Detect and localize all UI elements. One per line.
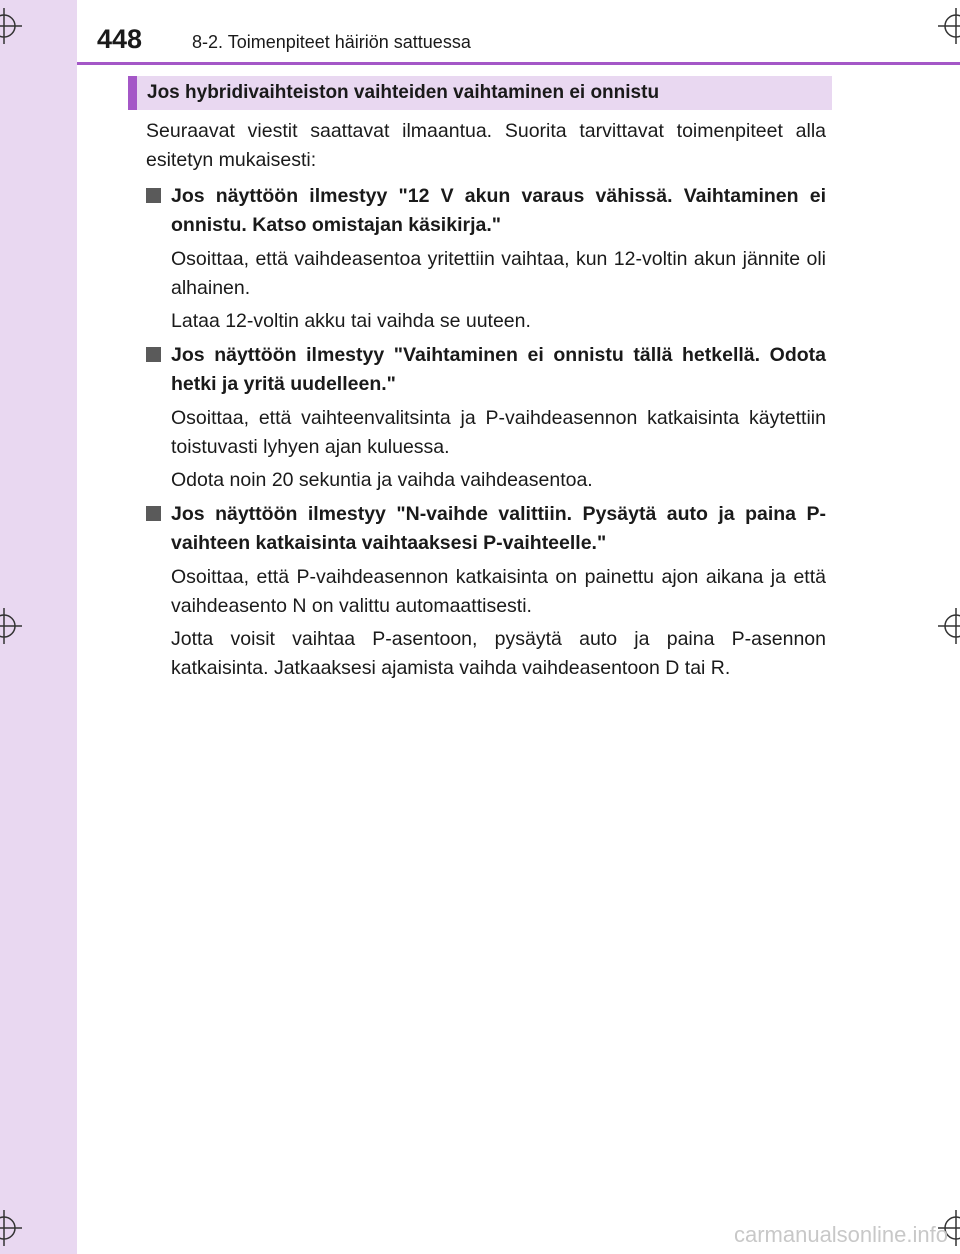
page-number: 448 bbox=[97, 24, 143, 54]
square-bullet-icon bbox=[146, 347, 161, 362]
message-heading: Jos näyttöön ilmestyy "N-vaihde valittiin. Pysäytä auto ja paina P-vaihteen katkaisinta vaihtaaksesi P-vaihteelle." bbox=[171, 503, 826, 554]
section-heading-bar bbox=[128, 76, 832, 110]
message-explanation: Osoittaa, että vaihdeasentoa yritettiin vaihtaa, kun 12-voltin akun jännite oli alhainen. bbox=[171, 248, 826, 299]
message-item bbox=[146, 182, 826, 336]
registration-mark-icon bbox=[0, 8, 22, 44]
registration-mark-icon bbox=[0, 608, 22, 644]
message-item bbox=[146, 500, 826, 683]
message-action: Jotta voisit vaihtaa P-asentoon, pysäytä auto ja paina P-asennon katkaisinta. Jatkaaksesi ajamista vaihda vaihdeasentoon D tai R. bbox=[171, 628, 826, 679]
message-explanation: Osoittaa, että P-vaihdeasennon katkaisinta on painettu ajon aikana ja että vaihdeasento N on valittu automaattisesti. bbox=[171, 566, 826, 617]
message-heading: Jos näyttöön ilmestyy "Vaihtaminen ei onnistu tällä hetkellä. Odota hetki ja yritä uudelleen." bbox=[171, 344, 826, 395]
message-explanation: Osoittaa, että vaihteenvalitsinta ja P-vaihdeasennon katkaisinta käytettiin toistuvasti lyhyen ajan kuluessa. bbox=[171, 407, 826, 458]
message-heading: Jos näyttöön ilmestyy "12 V akun varaus vähissä. Vaihtaminen ei onnistu. Katso omistajan käsikirja." bbox=[171, 185, 826, 236]
main-content bbox=[146, 117, 826, 688]
message-action: Lataa 12-voltin akku tai vaihda se uuteen. bbox=[171, 310, 531, 332]
square-bullet-icon bbox=[146, 188, 161, 203]
message-action: Odota noin 20 sekuntia ja vaihda vaihdeasentoa. bbox=[171, 469, 593, 491]
message-item bbox=[146, 341, 826, 495]
header-divider bbox=[77, 62, 960, 65]
chapter-title: 8-2. Toimenpiteet häiriön sattuessa bbox=[192, 32, 471, 52]
section-title: Jos hybridivaihteiston vaihteiden vaihtaminen ei onnistu bbox=[147, 82, 660, 103]
watermark: carmanualsonline.info bbox=[733, 1222, 948, 1247]
registration-mark-icon bbox=[938, 8, 960, 44]
square-bullet-icon bbox=[146, 506, 161, 521]
registration-mark-icon bbox=[0, 1210, 22, 1246]
intro-paragraph: Seuraavat viestit saattavat ilmaantua. Suorita tarvittavat toimenpiteet alla esitetyn mukaisesti: bbox=[146, 120, 826, 171]
registration-mark-icon bbox=[938, 608, 960, 644]
